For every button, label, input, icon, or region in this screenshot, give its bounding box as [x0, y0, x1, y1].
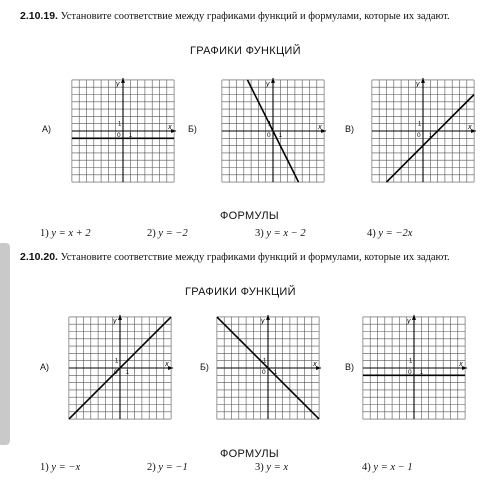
y-axis-label: y — [416, 80, 420, 88]
y-axis-label: y — [113, 317, 117, 325]
origin-label: 0 — [267, 132, 271, 139]
formula-1-1: 1) y = x + 2 — [40, 228, 91, 239]
x-arrow — [462, 366, 467, 370]
formulas-heading: ФОРМУЛЫ — [220, 210, 279, 222]
task-text: Установите соответствие между графиками функций и формулами, которые их задают. — [60, 252, 450, 263]
formula-1-3: 3) y = x − 2 — [255, 228, 306, 239]
x-axis-label: x — [313, 361, 317, 368]
y-axis-label: y — [266, 80, 270, 88]
x-axis-label: x — [318, 124, 322, 131]
graph-label-a: А) — [40, 362, 49, 372]
formula-2-3: 3) y = x — [255, 462, 289, 473]
unit-y-label: 1 — [115, 358, 119, 365]
origin-label: 0 — [417, 132, 421, 139]
graph-label-b: Б) — [200, 362, 209, 372]
unit-x-label: 1 — [125, 370, 130, 376]
formula-1-4: 4) y = −2x — [367, 228, 413, 239]
y-axis-label: y — [116, 80, 120, 88]
graph-label-b: Б) — [188, 124, 197, 134]
origin-label: 0 — [408, 369, 412, 376]
x-axis-label: x — [168, 124, 172, 131]
origin-label: 0 — [117, 132, 121, 139]
y-arrow — [412, 315, 416, 320]
y-axis-label: y — [261, 317, 265, 325]
y-axis-label: y — [407, 317, 411, 325]
unit-x-label: 1 — [278, 133, 283, 139]
unit-x-label: 1 — [128, 133, 133, 139]
graph-label-a: А) — [42, 124, 51, 134]
formula-2-1: 1) y = −x — [40, 462, 81, 473]
graphs-heading: ГРАФИКИ ФУНКЦИЙ — [190, 45, 301, 57]
unit-y-label: 1 — [263, 358, 267, 365]
unit-y-label: 1 — [118, 121, 122, 128]
x-axis-label: x — [459, 361, 463, 368]
unit-y-label: 1 — [418, 121, 422, 128]
unit-y-label: 1 — [409, 358, 413, 365]
formula-1-2: 2) y = −2 — [147, 228, 188, 239]
unit-x-label: 1 — [428, 133, 433, 139]
origin-label: 0 — [262, 369, 266, 376]
formulas-heading: ФОРМУЛЫ — [220, 448, 279, 460]
x-axis-label: x — [165, 361, 169, 368]
task-number: 2.10.19. — [20, 10, 58, 22]
formula-2-2: 2) y = −1 — [147, 462, 188, 473]
x-axis-label: x — [468, 124, 472, 131]
unit-x-label: 1 — [273, 370, 278, 376]
task-text: Установите соответствие между графиками функций и формулами, которые их задают. — [60, 11, 450, 22]
graph-label-c: В) — [345, 124, 354, 134]
unit-x-label: 1 — [419, 370, 424, 376]
graphs-heading: ГРАФИКИ ФУНКЦИЙ — [185, 286, 296, 298]
task-number: 2.10.20. — [20, 251, 58, 263]
graph-label-c: В) — [345, 362, 354, 372]
formula-2-4: 4) y = x − 1 — [362, 462, 413, 473]
